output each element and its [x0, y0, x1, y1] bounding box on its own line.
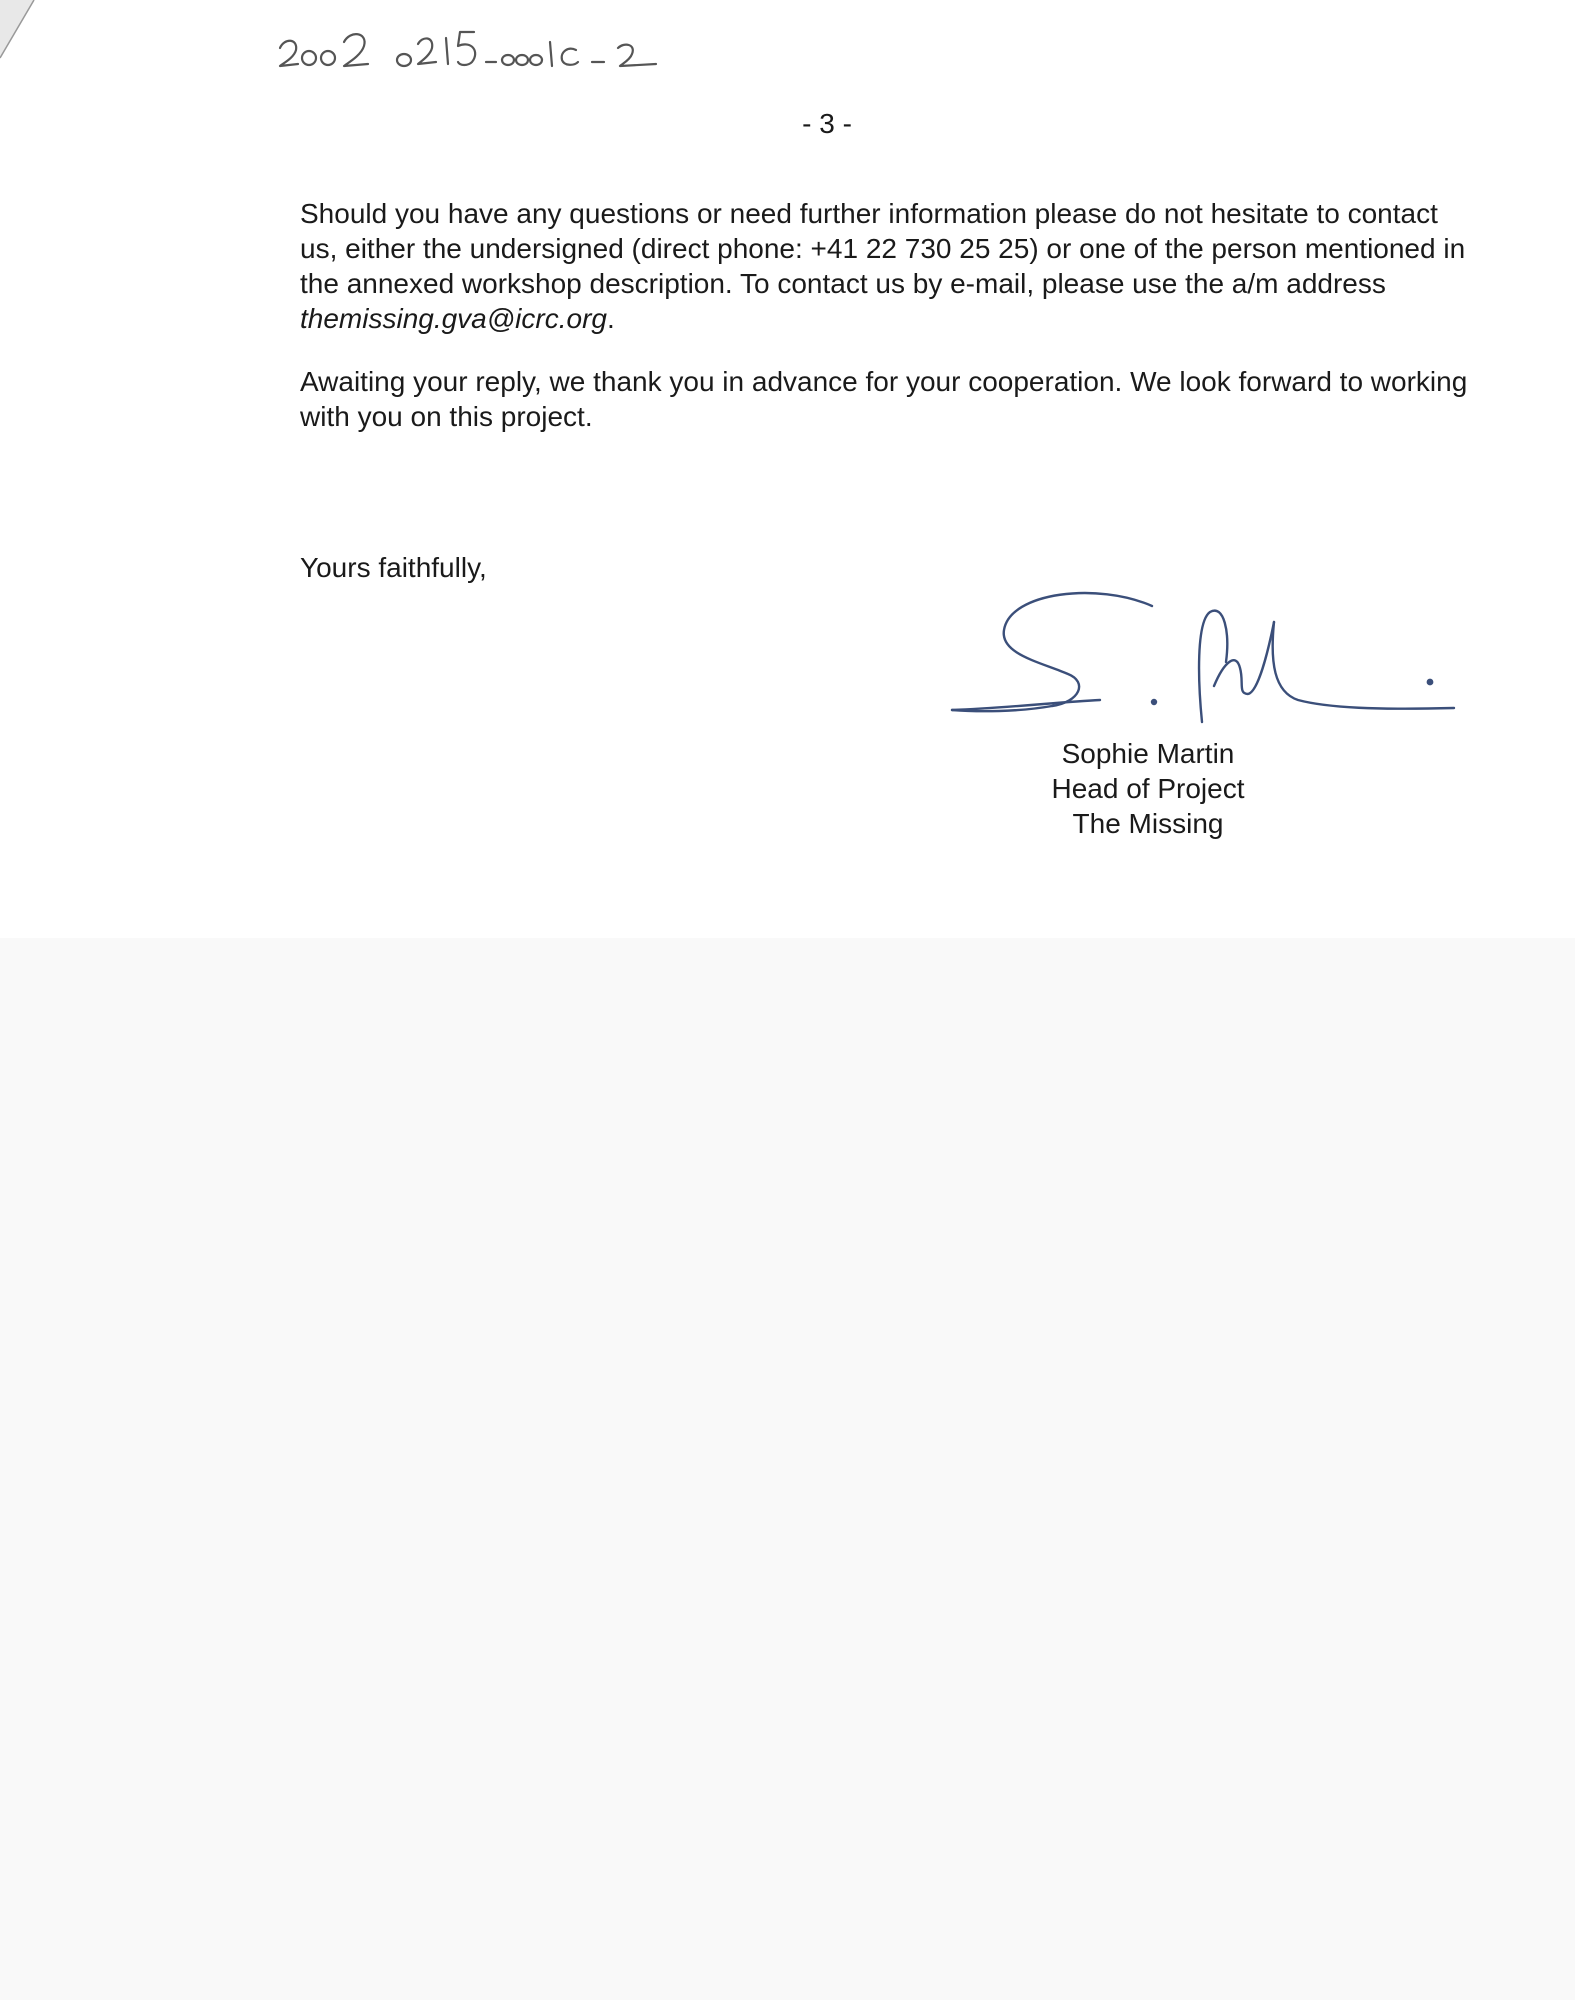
paragraph-contact-period: .: [606, 303, 615, 334]
email-address: themissing.gva@icrc.org: [300, 303, 607, 334]
paragraph-contact-info: [300, 196, 1480, 336]
folded-corner: [0, 0, 60, 60]
signatory-name: Sophie Martin: [1061, 738, 1235, 769]
handwritten-signature: [948, 582, 1468, 742]
signatory-title: Head of Project: [1051, 773, 1245, 804]
paragraph-thanks: Awaiting your reply, we thank you in advance for your cooperation. We look forward to working with you on this project.: [300, 366, 1468, 432]
closing-salutation: Yours faithfully,: [300, 552, 487, 583]
page-number: - 3 -: [802, 108, 852, 139]
scanned-letter-area: [0, 0, 1575, 938]
signatory-organization: The Missing: [1072, 808, 1224, 839]
paragraph-contact-text: Should you have any questions or need further information please do not hesitate to contact us, either the undersigned (direct phone: +41 22 730 25 25) or one of the person mentioned in the annexed workshop description. To contact us by e-mail, please use the a/m address: [300, 198, 1466, 299]
signatory-block: [1000, 736, 1296, 841]
handwritten-reference: [276, 22, 796, 82]
